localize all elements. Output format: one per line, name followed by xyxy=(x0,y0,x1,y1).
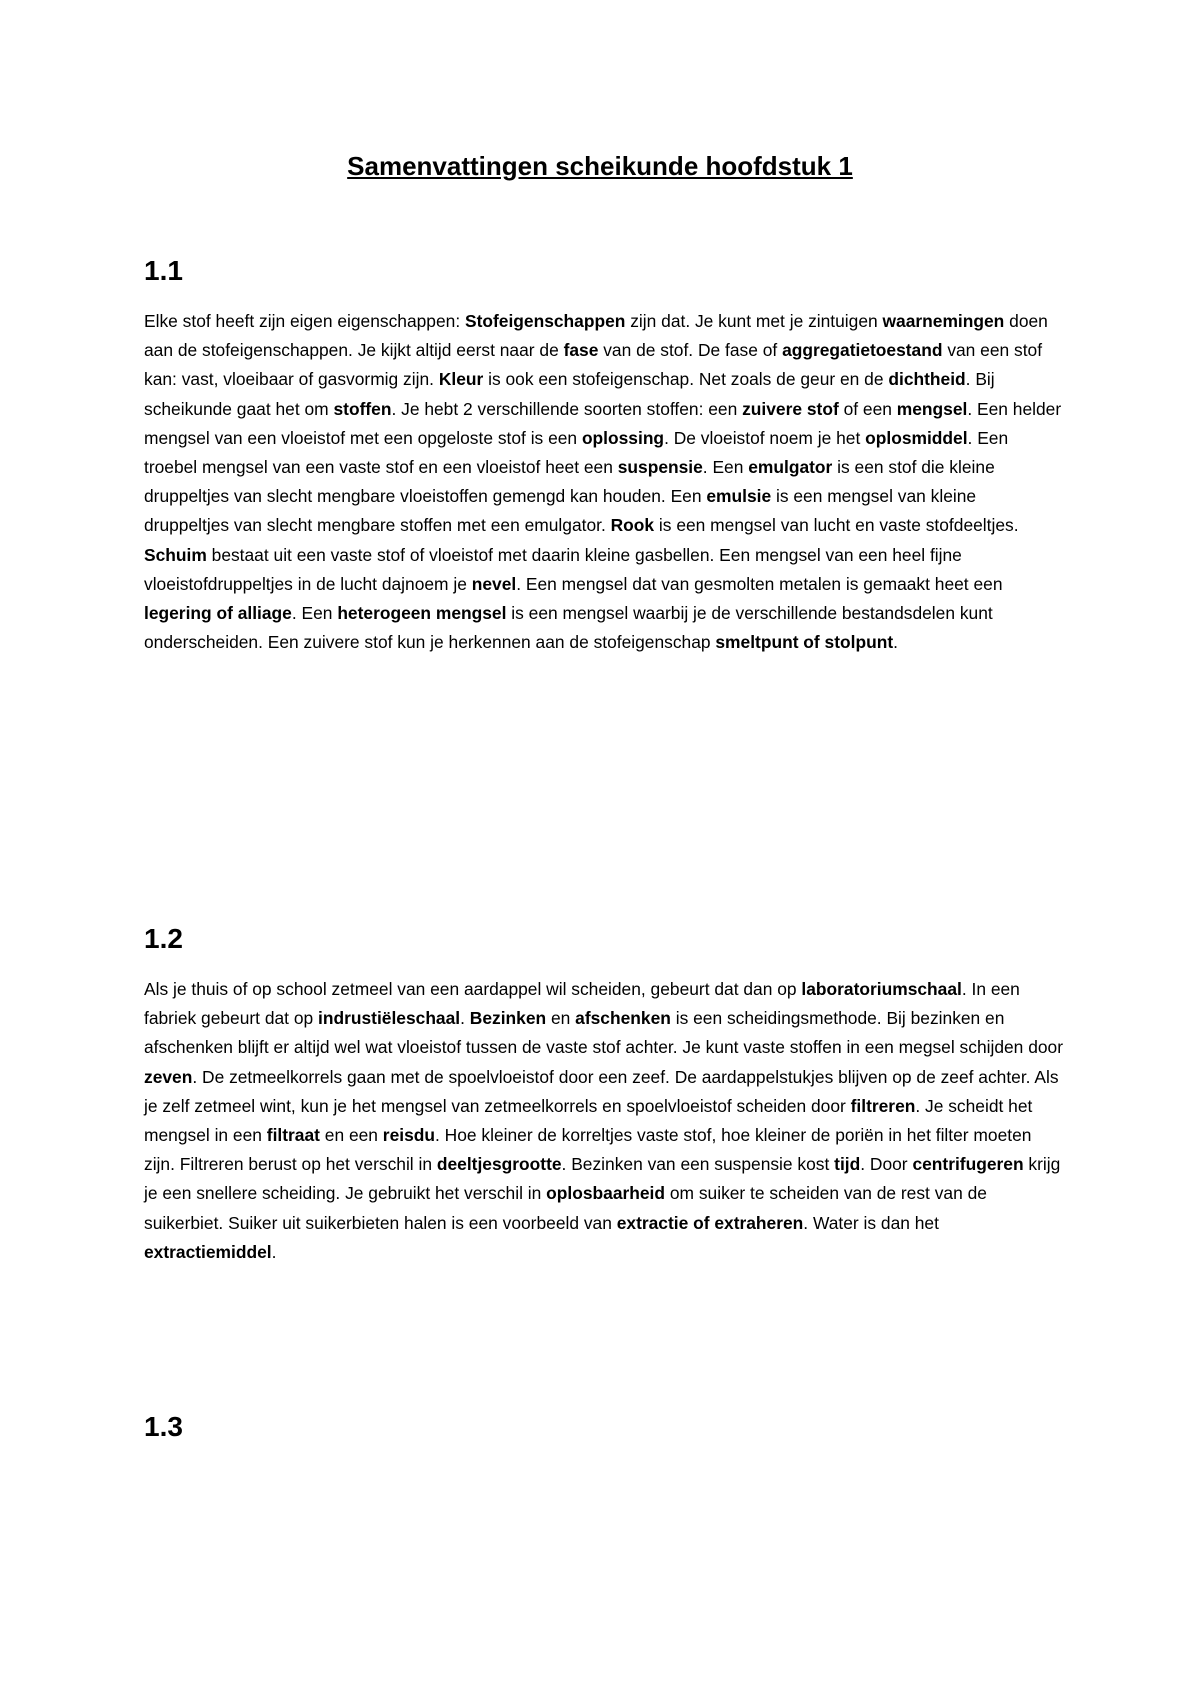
section-heading-1-1: 1.1 xyxy=(144,255,183,286)
key-term: stoffen xyxy=(333,398,392,419)
key-term: Rook xyxy=(610,515,655,536)
section-heading-1-2: 1.2 xyxy=(144,923,183,954)
key-term: zeven xyxy=(144,1066,193,1087)
key-term: emulsie xyxy=(706,486,772,507)
key-term: Kleur xyxy=(438,369,484,390)
section-paragraph-1-1: Elke stof heeft zijn eigen eigenschappen: Stofeigenschappen zijn dat. Je kunt met je zintuigen waarnemingen doen aan de stofeigenschappen. Je kijkt altijd eerst naar de fase van de stof. De fase of aggregatietoestand van een stof kan: vast, vloeibaar of gasvormig zijn. Kleur is ook een stofeigenschap. Net zoals de geur en de dichtheid. Bij scheikunde gaat het om stoffen. Je hebt 2 verschillende soorten stoffen: een zuivere stof of een mengsel. Een helder mengsel van een vloeistof met een opgeloste stof is een oplossing. De vloeistof noem je het oplosmiddel. Een troebel mengsel van een vaste stof en een vloeistof heet een suspensie. Een emulgator is een stof die kleine druppeltjes van slecht mengbare vloeistoffen gemengd kan houden. Een emulsie is een mengsel van kleine druppeltjes van slecht mengbare stoffen met een emulgator. Rook is een mengsel van lucht en vaste stofdeeltjes. Schuim bestaat uit een vaste stof of vloeistof met daarin kleine gasbellen. Een mengsel van een heel fijne vloeistofdruppeltjes in de lucht dajnoem je nevel. Een mengsel dat van gesmolten metalen is gemaakt heet een legering of alliage. Een heterogeen mengsel is een mengsel waarbij je de verschillende bestandsdelen kunt onderscheiden. Een zuivere stof kun je herkennen aan de stofeigenschap smeltpunt of stolpunt. xyxy=(144,311,1062,653)
key-term: reisdu xyxy=(382,1125,435,1146)
key-term: waarnemingen xyxy=(882,311,1005,331)
key-term: oplosmiddel xyxy=(865,427,968,448)
key-term: suspensie xyxy=(617,457,703,478)
key-term: centrifugeren xyxy=(912,1154,1024,1175)
key-term: filtraat xyxy=(266,1125,320,1146)
key-term: oplossing xyxy=(581,427,665,448)
key-term: dichtheid xyxy=(888,369,966,390)
key-term: oplosbaarheid xyxy=(546,1183,666,1204)
key-term: deeltjesgrootte xyxy=(436,1154,562,1175)
key-term: aggregatietoestand xyxy=(782,340,943,361)
key-term: filtreren xyxy=(850,1095,916,1116)
key-term: zuivere stof xyxy=(742,398,839,419)
key-term: laboratoriumschaal xyxy=(801,979,962,999)
document-title: Samenvattingen scheikunde hoofdstuk 1 xyxy=(347,151,853,181)
key-term: extractie of extraheren xyxy=(616,1212,804,1233)
key-term: nevel xyxy=(471,573,517,594)
section-paragraph-1-2: Als je thuis of op school zetmeel van een aardappel wil scheiden, gebeurt dat dan op laboratoriumschaal. In een fabriek gebeurt dat op indrustiëleschaal. Bezinken en afschenken is een scheidingsmethode. Bij bezinken en afschenken blijft er altijd wel wat vloeistof tussen de vaste stof achter. Je kunt vaste stoffen in een megsel schijden door zeven. De zetmeelkorrels gaan met de spoelvloeistof door een zeef. De aardappelstukjes blijven op de zeef achter. Als je zelf zetmeel wint, kun je het mengsel van zetmeelkorrels en spoelvloeistof scheiden door filtreren. Je scheidt het mengsel in een filtraat en een reisdu. Hoe kleiner de korreltjes vaste stof, hoe kleiner de poriën in het filter moeten zijn. Filtreren berust op het verschil in deeltjesgrootte. Bezinken van een suspensie kost tijd. Door centrifugeren krijg je een snellere scheiding. Je gebruikt het verschil in oplosbaarheid om suiker te scheiden van de rest van de suikerbiet. Suiker uit suikerbieten halen is een voorbeeld van extractie of extraheren. Water is dan het extractiemiddel. xyxy=(144,979,1063,1262)
key-term: emulgator xyxy=(748,457,833,478)
key-term: tijd xyxy=(834,1154,861,1175)
key-term: mengsel xyxy=(896,398,968,419)
key-term: Schuim xyxy=(144,544,207,565)
key-term: Stofeigenschappen xyxy=(464,311,626,331)
key-term: fase xyxy=(563,340,599,361)
key-term: smeltpunt of stolpunt xyxy=(715,632,894,653)
key-term: afschenken xyxy=(575,1008,671,1029)
key-term: legering of alliage xyxy=(144,603,292,624)
key-term: Bezinken xyxy=(469,1008,547,1029)
section-heading-1-3: 1.3 xyxy=(144,1411,183,1442)
key-term: heterogeen mengsel xyxy=(337,603,507,624)
key-term: indrustiëleschaal xyxy=(318,1008,461,1029)
key-term: extractiemiddel xyxy=(144,1241,272,1262)
